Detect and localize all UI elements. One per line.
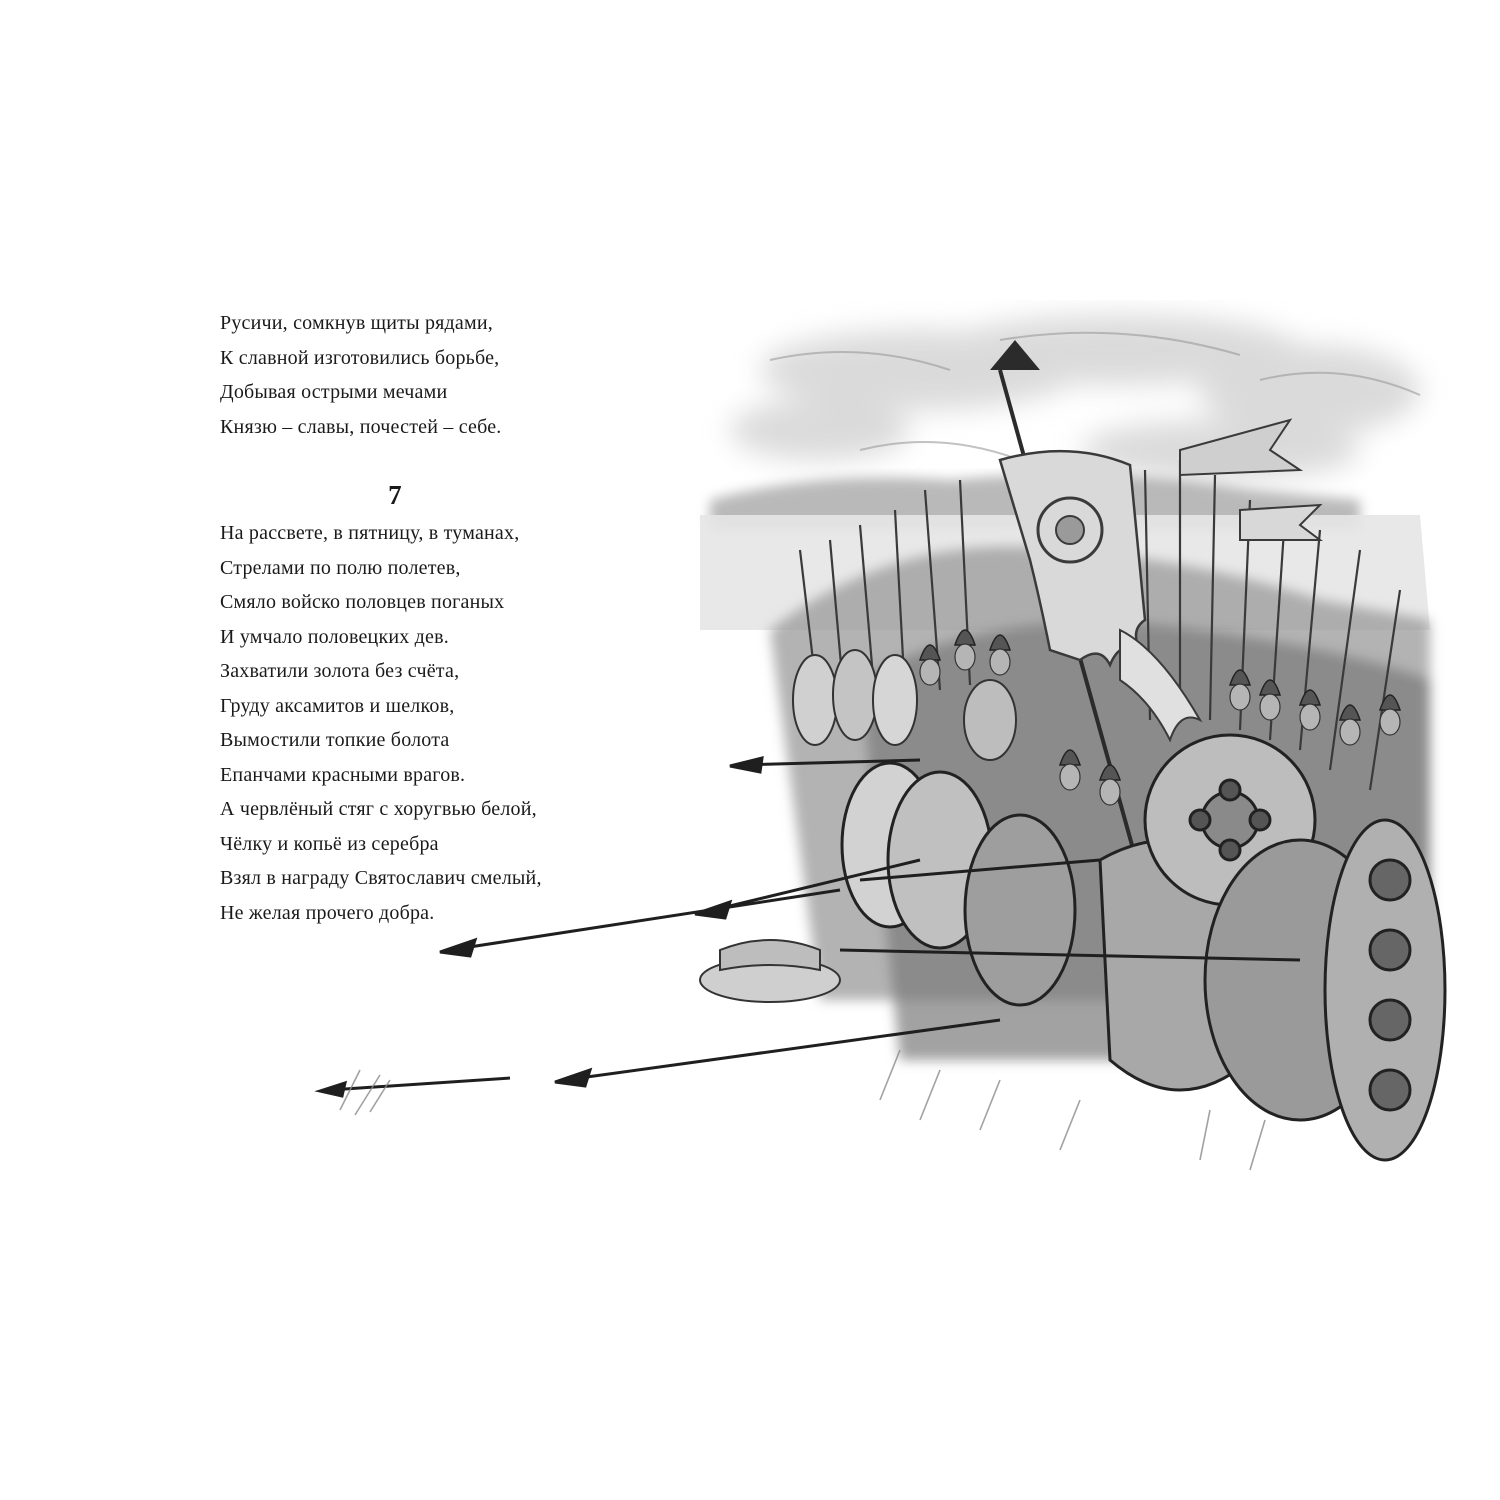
poem-line: Русичи, сомкнув щиты рядами, — [220, 312, 493, 334]
battle-illustration-svg — [300, 300, 1450, 1200]
poem-line: Епанчами красными врагов. — [220, 763, 466, 786]
poem-line: Вымостили топкие болота — [220, 729, 450, 751]
section-number: 7 — [388, 480, 402, 510]
poem-line: А червлёный стяг с хоругвью белой, — [220, 798, 537, 820]
poem-line: Захватили золота без счёта, — [220, 660, 460, 682]
poem-line: К славной изготовились борьбе, — [220, 346, 500, 369]
poem-line: Смяло войско половцев поганых — [220, 591, 505, 613]
poem-line: Князю – славы, почестей – себе. — [220, 415, 502, 438]
poem-line: Не желая прочего добра. — [220, 901, 435, 924]
poem-line: Стрелами по полю полетев, — [220, 556, 461, 579]
fallen-warrior — [700, 940, 840, 1002]
poem-line: Взял в награду Святославич смелый, — [220, 867, 542, 889]
poem-line: И умчало половецких дев. — [220, 625, 449, 648]
battle-illustration — [300, 300, 1450, 1200]
poem-line: Груду аксамитов и шелков, — [220, 694, 455, 717]
poem-line: Чёлку и копьё из серебра — [220, 832, 439, 855]
poem-line: На рассвете, в пятницу, в туманах, — [220, 522, 520, 544]
poem-line: Добывая острыми мечами — [220, 381, 448, 403]
